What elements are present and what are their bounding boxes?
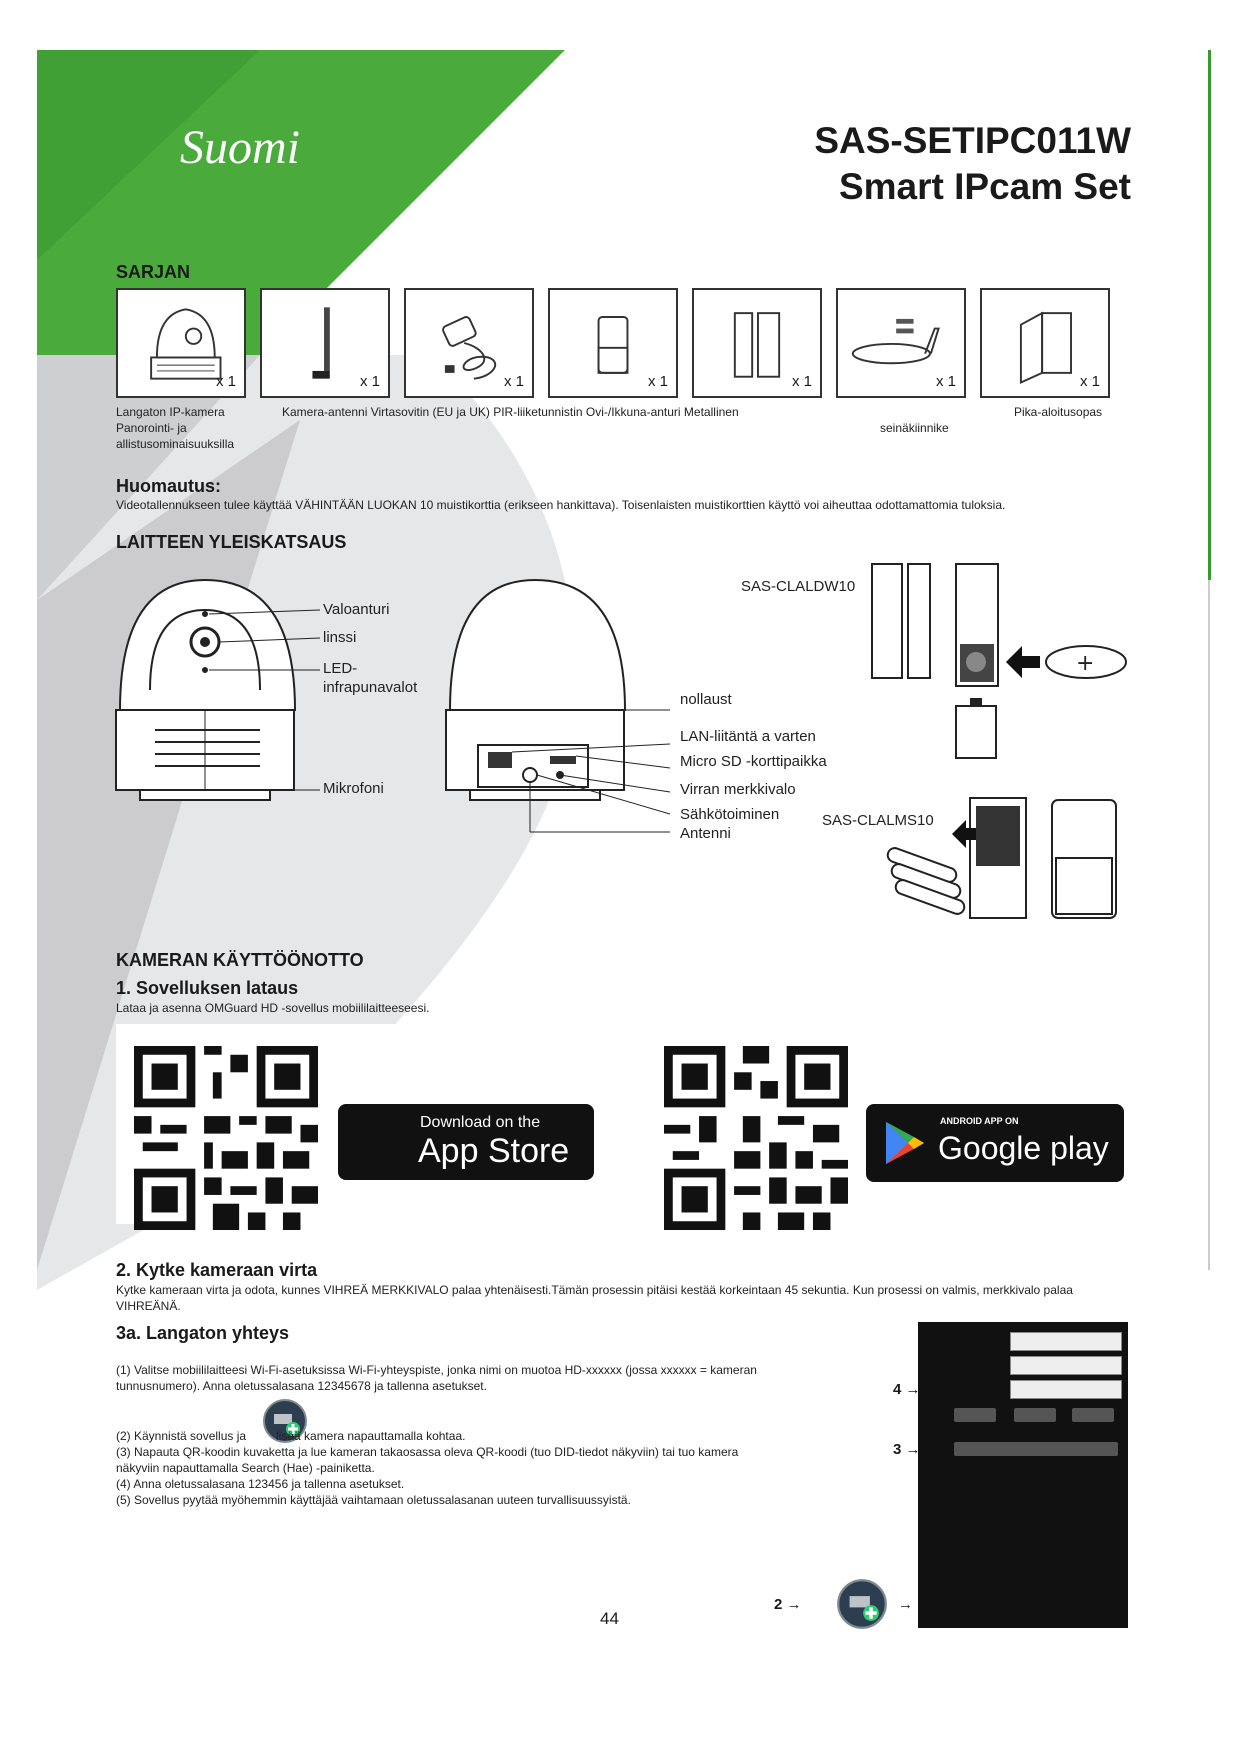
language-label: Suomi (180, 121, 300, 174)
google-play-small-text: ANDROID APP ON (940, 1116, 1019, 1126)
google-play-button[interactable] (866, 1104, 1124, 1182)
svg-text:+: + (1076, 651, 1095, 676)
qr-button[interactable] (954, 1408, 996, 1422)
kit-item-pir (548, 288, 678, 398)
google-play-big-text (938, 1130, 1109, 1167)
kit-qty: x 1 (215, 373, 236, 390)
kit-item-adapter (404, 288, 534, 398)
kit-caption-camera: Langaton IP-kamera Panorointi- ja allistusominaisuuksilla (116, 405, 235, 451)
label-reset: nollaust (680, 691, 732, 708)
callout-2-number: 2 (774, 1596, 783, 1613)
google-play-icon (882, 1120, 928, 1166)
kit-item-mount (836, 288, 966, 398)
label-power: Sähkötoiminen (680, 806, 780, 823)
kit-item-antenna (260, 288, 390, 398)
page-number: 44 (600, 1609, 619, 1628)
camera-diagram (110, 570, 670, 850)
google-play-play: play (1050, 1130, 1109, 1166)
kit-item-camera (116, 288, 246, 398)
label-door-sensor: SAS-CLALDW10 (741, 578, 856, 595)
add-camera-icon[interactable] (836, 1578, 888, 1630)
kit-item-guide (980, 288, 1110, 398)
sensor-diagram (860, 558, 1140, 928)
save-button[interactable] (1072, 1408, 1114, 1422)
arrow-right-icon: → (898, 1596, 913, 1613)
step1-title: 1. Sovelluksen lataus (116, 978, 299, 998)
step3-title: 3a. Langaton yhteys (116, 1323, 290, 1343)
label-led-1: LED- (323, 660, 358, 677)
callout-3-number: 3 (893, 1441, 902, 1458)
label-mic: Mikrofoni (323, 780, 384, 797)
model-number: SAS-SETIPC011W (814, 120, 1131, 161)
kit-qty: x 1 (503, 373, 524, 390)
scan-qr-button[interactable] (954, 1442, 1118, 1456)
kit-qty: x 1 (359, 373, 380, 390)
app-store-small-text: Download on the (420, 1114, 541, 1131)
kit-qty: x 1 (791, 373, 812, 390)
setup-heading: KAMERAN KÄYTTÖÖNOTTO (116, 950, 364, 970)
kit-contents (116, 288, 1130, 404)
kit-heading: SARJAN (116, 262, 191, 282)
overview-heading: LAITTEEN YLEISKATSAUS (116, 532, 347, 552)
google-play-google: Google (938, 1130, 1042, 1166)
qr-code-android[interactable] (664, 1046, 848, 1230)
label-lens: linssi (323, 629, 357, 646)
note-text: Videotallennukseen tulee käyttää VÄHINTÄÄN LUOKAN 10 muistikorttia (erikseen hankittava). Toisenlaisten muistikorttien käyttö voi aiheuttaa odottamattomia tuloksia. (116, 498, 1006, 512)
search-button[interactable] (1014, 1408, 1056, 1422)
app-screenshot (918, 1322, 1128, 1628)
callout-2 (774, 1596, 802, 1613)
step2-text: Kytke kameraan virta ja odota, kunnes VIHREÄ MERKKIVALO palaa yhtenäisesti.Tämän prosessin pitäisi kestää korkeintaan 45 sekuntia. Kun prosessi on valmis, merkkivalo palaa VIHREÄNÄ. (116, 1283, 1073, 1313)
step1-text: Lataa ja asenna OMGuard HD -sovellus mobiililaitteeseesi. (116, 1001, 430, 1015)
label-lan: LAN-liitäntä a varten (680, 728, 816, 745)
step3-p3: (3) Napauta QR-koodin kuvaketta ja lue kameran takaosassa oleva QR-koodi (tuo DID-tiedot näkyviin) tai tuo kamera näkyviin napauttamalla Search (Hae) -painiketta. (116, 1445, 739, 1475)
kit-caption-guide: Pika-aloitusopas (1014, 405, 1103, 419)
kit-qty: x 1 (1079, 373, 1100, 390)
camera-name-field[interactable] (1010, 1332, 1122, 1351)
step3-p2b: lisää kamera napauttamalla kohtaa. (276, 1429, 466, 1443)
page-title (814, 118, 1131, 210)
kit-caption-items: Kamera-antenni Virtasovitin (EU ja UK) PIR-liiketunnistin Ovi-/Ikkuna-anturi Metallinen (282, 405, 739, 419)
step3-p2a: (2) Käynnistä sovellus ja (116, 1429, 247, 1443)
arrow-right-icon: → (905, 1381, 921, 1398)
label-led-2: infrapunavalot (323, 679, 418, 696)
did-field[interactable] (1010, 1356, 1122, 1375)
callout-4-number: 4 (893, 1381, 902, 1398)
step3-p5: (5) Sovellus pyytää myöhemmin käyttäjää vaihtamaan oletussalasanan uuteen turvallisuussyistä. (116, 1493, 631, 1507)
step3-p1: (1) Valitse mobiililaitteesi Wi-Fi-asetuksissa Wi-Fi-yhteyspiste, jonka nimi on muotoa HD-xxxxxx (jossa xxxxxx = kameran tunnusnumero). Anna oletussalasana 12345678 ja tallenna asetukset. (116, 1363, 757, 1393)
arrow-right-icon: → (905, 1441, 921, 1458)
product-name: Smart IPcam Set (838, 166, 1131, 207)
step3-p4: (4) Anna oletussalasana 123456 ja tallenna asetukset. (116, 1477, 405, 1491)
label-sd: Micro SD -korttipaikka (680, 753, 827, 770)
kit-item-door-sensor (692, 288, 822, 398)
callout-3 (893, 1441, 921, 1458)
kit-caption-mount: seinäkiinnike (880, 421, 949, 435)
app-store-big-text: App Store (418, 1132, 570, 1170)
qr-code-ios[interactable] (134, 1046, 318, 1230)
kit-qty: x 1 (935, 373, 956, 390)
password-field[interactable] (1010, 1380, 1122, 1399)
label-power-led: Virran merkkivalo (680, 781, 796, 798)
label-antenna: Antenni (680, 825, 731, 842)
label-pir-sensor: SAS-CLALMS10 (822, 812, 934, 829)
callout-4 (893, 1381, 921, 1398)
label-light-sensor: Valoanturi (323, 601, 390, 618)
kit-qty: x 1 (647, 373, 668, 390)
step2-title: 2. Kytke kameraan virta (116, 1260, 318, 1280)
arrow-right-icon: → (786, 1596, 802, 1613)
note-heading: Huomautus: (116, 476, 221, 496)
app-store-button[interactable] (338, 1104, 594, 1180)
